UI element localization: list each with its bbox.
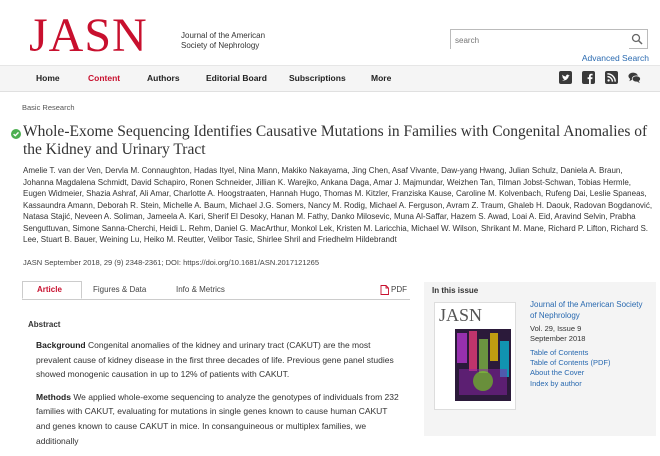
abstract-heading: Abstract xyxy=(28,320,61,329)
main-nav xyxy=(0,65,660,92)
breadcrumb[interactable]: Basic Research xyxy=(22,103,75,112)
issue-cover[interactable] xyxy=(434,302,516,410)
chat-icon[interactable] xyxy=(628,71,641,84)
issue-links xyxy=(530,348,610,389)
nav-editorial-board[interactable]: Editorial Board xyxy=(206,73,267,83)
nav-subscriptions[interactable]: Subscriptions xyxy=(289,73,346,83)
methods-label: Methods xyxy=(36,391,71,402)
advanced-search-link[interactable]: Advanced Search xyxy=(581,53,649,63)
about-cover-link[interactable]: About the Cover xyxy=(530,368,585,378)
article-title: Whole-Exome Sequencing Identifies Causative Mutations in Families with Congenital Anomalies of the Kidney and Urinary Tract xyxy=(23,123,648,158)
nav-home[interactable]: Home xyxy=(36,73,60,83)
background-label: Background xyxy=(36,340,86,350)
issue-heading: In this issue xyxy=(432,286,479,295)
facebook-icon[interactable] xyxy=(582,71,595,84)
logo-subtitle-line1: Journal of the American xyxy=(181,31,266,40)
abstract-body xyxy=(36,338,401,456)
tab-info-metrics[interactable]: Info & Metrics xyxy=(176,285,225,294)
nav-content[interactable]: Content xyxy=(88,73,121,83)
pdf-icon[interactable] xyxy=(380,285,389,295)
author-list[interactable]: Amelie T. van der Ven, Dervla M. Connaughton, Hadas Ityel, Nina Mann, Makiko Nakayama, Jing Chen, Asaf Vivante, Daw-yang Hwang, Julian Schulz, Daniela A. Braun, Johanna Magdalena Schmidt, David Schapiro, Ronen Schneider, Jillian K. Warejko, Ankana Daga, Amar J. Majmundar, Weizhen Tan, Tilman Jobst-Schwan, Tobias Hermle, Eugen Widmeier, Shazia Ashraf, Ali Amar, Charlotte A. Hoogstraaten, Hannah Hugo, Thomas M. Kitzler, Franziska Kause, Caroline M. Kolvenbach, Rufeng Dai, Leslie Spaneas, Kassaundra Amann, Deborah R. Stein, Michelle A. Baum, Michael J.G. Somers, Nancy M. Rodig, Michael A. Ferguson, Avram Z. Traum, Ghaleb H. Daouk, Radovan Bogdanović, Natasa Stajić, Neveen A. Soliman, Jameela A. Kari, Sherif El Desoky, Hanan M. Fathy, Danko Milosevic, Muna Al-Saffar, Hazem S. Awad, Loai A. Eid, Aravind Selvin, Prabha Senguttuvan, Simone Sanna-Cherchi, Heidi L. Rehm, Daniel G. MacArthur, Monkol Lek, Kristen M. Laricchia, Michael W. Wilson, Shrikant M. Mane, Richard P. Lifton, Richard S. Lee, Stuart B. Bauer, Weining Lu, Heiko M. Reutter, Velibor Tasic, Shirlee Shril and Friedhelm Hildebrandt xyxy=(23,166,653,244)
toc-pdf-link[interactable]: Table of Contents (PDF) xyxy=(530,358,611,368)
nav-more[interactable]: More xyxy=(371,73,392,83)
cover-title: JASN xyxy=(439,305,483,325)
issue-volume: Vol. 29, Issue 9 xyxy=(530,324,582,333)
abstract-methods xyxy=(36,390,401,448)
article-citation: JASN September 2018, 29 (9) 2348-2361; DOI: https://doi.org/10.1681/ASN.2017121265 xyxy=(23,258,320,267)
journal-logo[interactable]: JASN xyxy=(29,9,148,62)
logo-subtitle-line2: Society of Nephrology xyxy=(181,41,260,50)
issue-date: September 2018 xyxy=(530,333,586,343)
background-text: Congenital anomalies of the kidney and urinary tract (CAKUT) are the most prevalent cause of kidney disease in the first three decades of life. Previous gene panel studies showed monogenic causation in up to 12% of patients with CAKUT. xyxy=(36,340,394,380)
search-box xyxy=(450,29,648,49)
issue-meta xyxy=(530,324,585,343)
issue-journal-link[interactable]: Journal of the American Society of Nephrology xyxy=(530,300,643,320)
logo-subtitle xyxy=(181,31,265,51)
twitter-icon[interactable] xyxy=(559,71,572,84)
methods-text: We applied whole-exome sequencing to analyze the genotypes of individuals from 232 families with CAKUT, evaluating for mutations in single genes known to cause human CAKUT and genes known to cause CAKUT in mice. In consanguineous or multiplex families, we additionally xyxy=(36,391,399,446)
rss-icon[interactable] xyxy=(605,71,618,84)
tab-figures-data[interactable]: Figures & Data xyxy=(93,285,147,294)
article-tabs xyxy=(22,281,410,300)
tab-pdf[interactable]: PDF xyxy=(391,285,407,294)
abstract-background xyxy=(36,338,401,382)
search-input[interactable] xyxy=(451,32,629,50)
search-icon[interactable] xyxy=(631,33,643,45)
cover-image xyxy=(455,329,511,401)
toc-link[interactable]: Table of Contents xyxy=(530,348,589,357)
nav-authors[interactable]: Authors xyxy=(147,73,180,83)
index-by-author-link[interactable]: Index by author xyxy=(530,378,582,388)
tab-article[interactable]: Article xyxy=(37,285,62,294)
in-this-issue-panel xyxy=(424,282,656,436)
verified-check-icon xyxy=(11,129,21,139)
